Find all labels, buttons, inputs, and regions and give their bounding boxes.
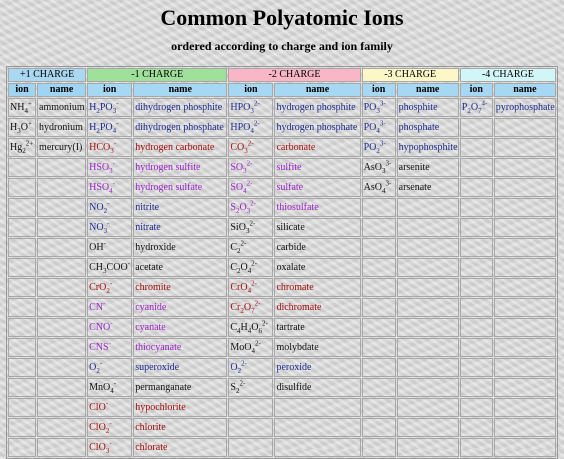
ion-name (494, 158, 556, 177)
ion-name: chlorate (133, 438, 227, 457)
ion-name: molybdate (274, 338, 360, 357)
ion-name (37, 158, 86, 177)
table-row (8, 418, 556, 437)
table-row (8, 378, 556, 397)
ion-name (274, 398, 360, 417)
ion-formula: CrO$_4^{2-}$ (228, 278, 273, 297)
page-title: Common Polyatomic Ions (160, 5, 404, 30)
ion-formula (362, 338, 396, 357)
col-header-name: name (274, 83, 360, 97)
ion-formula: $NO_3^-$ (87, 218, 132, 237)
ion-name (494, 258, 556, 277)
column-header-row (8, 83, 556, 97)
ion-name (397, 318, 459, 337)
ion-formula (460, 358, 493, 377)
ion-name: hydroxide (133, 238, 227, 257)
ion-name: hydrogen phosphate (274, 118, 360, 137)
ion-formula (460, 278, 493, 297)
ion-formula (8, 218, 36, 237)
ion-formula (460, 258, 493, 277)
ion-name: nitrite (133, 198, 227, 217)
ion-formula: ClO$_3$- (87, 438, 132, 457)
ion-name (274, 438, 360, 457)
table-row (8, 338, 556, 357)
ion-formula (460, 378, 493, 397)
col-header-ion: ion (8, 83, 36, 97)
ion-name (397, 438, 459, 457)
ion-name: hydronium (37, 118, 86, 137)
ion-formula: $H_2PO_4^-$ (87, 118, 132, 137)
ion-formula (8, 438, 36, 457)
ion-name (397, 258, 459, 277)
ion-formula: $O_2^-$ (87, 358, 132, 377)
ion-name (494, 178, 556, 197)
ion-name: permanganate (133, 378, 227, 397)
ion-formula: $S_2^{2-}$ (228, 378, 273, 397)
ion-formula (8, 338, 36, 357)
ion-name: dichromate (274, 298, 360, 317)
table-row (8, 278, 556, 297)
ion-name (397, 198, 459, 217)
ion-name (494, 438, 556, 457)
ion-name: hydrogen sulfite (133, 158, 227, 177)
ion-name (397, 278, 459, 297)
ion-name: tartrate (274, 318, 360, 337)
ion-rows (8, 98, 556, 457)
table-row (8, 218, 556, 237)
ion-formula (8, 318, 36, 337)
ion-formula: $Hg_2^{2+}$ (8, 138, 36, 157)
ion-name (37, 218, 86, 237)
ion-formula: CrO$_2$- (87, 278, 132, 297)
charge-plus1: +1 CHARGE (8, 68, 86, 82)
ion-name (397, 418, 459, 437)
ion-formula (228, 398, 273, 417)
ion-name: chromate (274, 278, 360, 297)
ion-formula: MoO$_4^{2-}$ (228, 338, 273, 357)
ion-formula (460, 118, 493, 137)
ion-formula (362, 318, 396, 337)
ions-table (6, 66, 558, 459)
ion-name (37, 238, 86, 257)
ion-name (37, 338, 86, 357)
ion-name: chromite (133, 278, 227, 297)
ion-name: arsenite (397, 158, 459, 177)
ion-formula: $C_4H_4O_6^{2-}$ (228, 318, 273, 337)
ion-name: dihydrogen phosphite (133, 98, 227, 117)
charge-header-row (8, 68, 556, 82)
ion-name (494, 418, 556, 437)
ion-name (274, 418, 360, 437)
ion-formula: CNO- (87, 318, 132, 337)
ion-name (494, 318, 556, 337)
ion-name (37, 318, 86, 337)
ion-formula (460, 178, 493, 197)
ion-formula (460, 318, 493, 337)
ion-name: dihydrogen phosphate (133, 118, 227, 137)
charge-minus3: -3 CHARGE (362, 68, 459, 82)
ion-formula (460, 438, 493, 457)
ion-formula (460, 138, 493, 157)
ion-formula: $PO_3^{3-}$ (362, 98, 396, 117)
ion-name (37, 258, 86, 277)
ion-name (37, 278, 86, 297)
ion-name: sulfate (274, 178, 360, 197)
ion-name: hydrogen carbonate (133, 138, 227, 157)
ion-formula (8, 418, 36, 437)
ion-name: thiosulfate (274, 198, 360, 217)
ion-name: phosphate (397, 118, 459, 137)
table-row (8, 118, 556, 137)
ion-formula: OH- (87, 238, 132, 257)
ion-name: sulfite (274, 158, 360, 177)
ion-name: oxalate (274, 258, 360, 277)
charge-minus4: -4 CHARGE (460, 68, 556, 82)
ion-formula (362, 298, 396, 317)
ion-name (397, 358, 459, 377)
ion-name (37, 298, 86, 317)
ion-name (397, 238, 459, 257)
col-header-name: name (397, 83, 459, 97)
ion-formula (362, 398, 396, 417)
ion-formula: $PO_2^{3-}$ (362, 138, 396, 157)
ion-formula (8, 258, 36, 277)
ion-name: hypochlorite (133, 398, 227, 417)
charge-minus1: -1 CHARGE (87, 68, 227, 82)
ion-formula (362, 378, 396, 397)
ion-name: hydrogen sulfate (133, 178, 227, 197)
ion-formula: $HPO_3^{2-}$ (228, 98, 273, 117)
table-row (8, 238, 556, 257)
ion-formula (460, 418, 493, 437)
ion-formula (460, 198, 493, 217)
ion-formula: $NO_2^-$ (87, 198, 132, 217)
ion-name: silicate (274, 218, 360, 237)
table-row (8, 98, 556, 117)
ion-name (397, 298, 459, 317)
ion-formula: MnO$_4$- (87, 378, 132, 397)
table-row (8, 318, 556, 337)
col-header-ion: ion (362, 83, 396, 97)
ion-formula: AsO$_4^{3-}$ (362, 178, 396, 197)
ion-formula (460, 238, 493, 257)
table-row (8, 438, 556, 457)
ion-formula (8, 178, 36, 197)
ion-formula: $HSO_3^-$ (87, 158, 132, 177)
ion-formula: $SO_3^{2-}$ (228, 158, 273, 177)
ion-name: disulfide (274, 378, 360, 397)
ion-formula: CN- (87, 298, 132, 317)
ion-name: ammonium (37, 98, 86, 117)
table-row (8, 358, 556, 377)
ion-formula: AsO$_3^{3-}$ (362, 158, 396, 177)
ion-formula: $P_2O_7^{4-}$ (460, 98, 493, 117)
ion-name: thiocyanate (133, 338, 227, 357)
ion-name: peroxide (274, 358, 360, 377)
ion-name: chlorite (133, 418, 227, 437)
ion-name: phosphite (397, 98, 459, 117)
table-row (8, 198, 556, 217)
ion-formula: $O_2^{2-}$ (228, 358, 273, 377)
ion-formula (460, 158, 493, 177)
ion-formula: $Cr_2O_7^{2-}$ (228, 298, 273, 317)
ion-name (494, 398, 556, 417)
table-row (8, 178, 556, 197)
ion-formula: $NH_4^+$ (8, 98, 36, 117)
ion-formula (228, 418, 273, 437)
ion-formula (362, 258, 396, 277)
page-subtitle: ordered according to charge and ion family (171, 39, 393, 53)
ion-formula (8, 358, 36, 377)
ion-formula (8, 398, 36, 417)
ion-name (494, 298, 556, 317)
ion-formula (362, 238, 396, 257)
ion-name (494, 138, 556, 157)
ion-formula (8, 158, 36, 177)
table-row (8, 258, 556, 277)
ion-name (397, 338, 459, 357)
ion-name: cyanate (133, 318, 227, 337)
ion-formula (460, 218, 493, 237)
ion-formula: $H_2PO_3^-$ (87, 98, 132, 117)
ion-name (494, 278, 556, 297)
ion-name (494, 238, 556, 257)
ion-name: mercury(I) (37, 138, 86, 157)
ion-name: pyrophosphate (494, 98, 556, 117)
ion-formula (362, 358, 396, 377)
ion-name: superoxide (133, 358, 227, 377)
col-header-name: name (37, 83, 86, 97)
ion-name (494, 358, 556, 377)
ion-name (37, 358, 86, 377)
ion-formula (8, 378, 36, 397)
ion-formula: $C_2^{2-}$ (228, 238, 273, 257)
ion-formula (460, 398, 493, 417)
ion-formula (228, 438, 273, 457)
ion-formula (460, 338, 493, 357)
ion-name (397, 218, 459, 237)
ion-formula (362, 218, 396, 237)
ion-formula: $HSO_4^-$ (87, 178, 132, 197)
ion-name: hypophosphite (397, 138, 459, 157)
ion-formula (362, 418, 396, 437)
table-row (8, 138, 556, 157)
ion-name (494, 338, 556, 357)
ion-formula (8, 298, 36, 317)
ion-name (37, 438, 86, 457)
col-header-ion: ion (228, 83, 273, 97)
table-row (8, 298, 556, 317)
ion-name: carbide (274, 238, 360, 257)
col-header-ion: ion (87, 83, 132, 97)
ion-formula: $H_3O^+$ (8, 118, 36, 137)
ion-formula (8, 198, 36, 217)
ion-formula: $CH_3COO^-$ (87, 258, 132, 277)
ion-name: carbonate (274, 138, 360, 157)
ion-formula (362, 278, 396, 297)
table-row (8, 158, 556, 177)
ion-formula (460, 298, 493, 317)
ion-name: hydrogen phosphite (274, 98, 360, 117)
ion-formula (8, 238, 36, 257)
ion-name (494, 118, 556, 137)
ion-name: arsenate (397, 178, 459, 197)
ion-formula (362, 198, 396, 217)
table-row (8, 398, 556, 417)
ion-name (397, 398, 459, 417)
ion-name (37, 178, 86, 197)
ion-formula: $C_2O_4^{2-}$ (228, 258, 273, 277)
ion-formula: $PO_4^{3-}$ (362, 118, 396, 137)
col-header-name: name (494, 83, 556, 97)
ion-formula: SiO$_3^{2-}$ (228, 218, 273, 237)
ion-name: acetate (133, 258, 227, 277)
charge-minus2: -2 CHARGE (228, 68, 360, 82)
ion-name: cyanide (133, 298, 227, 317)
ion-name (397, 378, 459, 397)
ion-formula: CNS- (87, 338, 132, 357)
ion-name (37, 398, 86, 417)
col-header-name: name (133, 83, 227, 97)
ion-name (494, 198, 556, 217)
ion-formula: $S_2O_3^{2-}$ (228, 198, 273, 217)
ion-formula: $HCO_3^-$ (87, 138, 132, 157)
ion-name: nitrate (133, 218, 227, 237)
ion-formula: $CO_3^{2-}$ (228, 138, 273, 157)
ion-formula: $SO_4^{2-}$ (228, 178, 273, 197)
ion-formula: ClO$_2$- (87, 418, 132, 437)
ion-name (494, 378, 556, 397)
ion-name (37, 378, 86, 397)
ion-formula: $HPO_4^{2-}$ (228, 118, 273, 137)
ion-formula: ClO- (87, 398, 132, 417)
ion-name (37, 418, 86, 437)
ion-name (494, 218, 556, 237)
ion-formula (362, 438, 396, 457)
ion-formula (8, 278, 36, 297)
ion-name (37, 198, 86, 217)
col-header-ion: ion (460, 83, 493, 97)
